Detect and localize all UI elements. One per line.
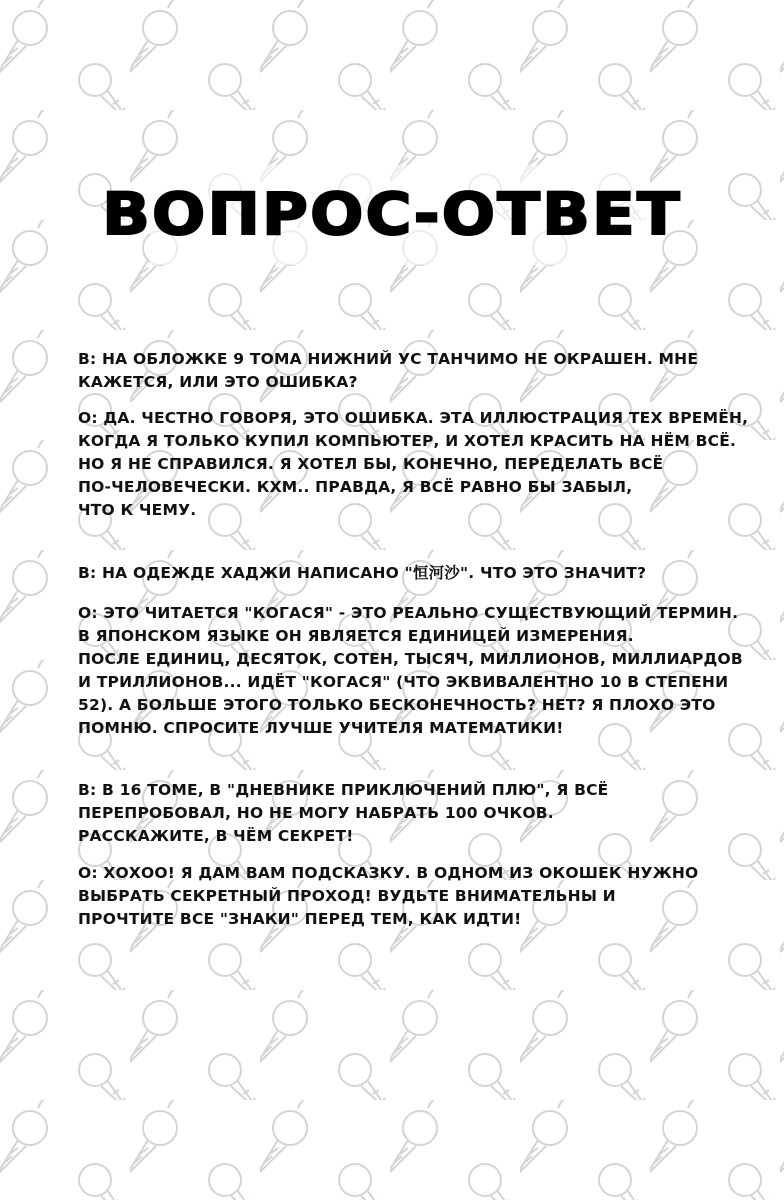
answer-line: КОГДА Я ТОЛЬКО КУПИЛ КОМПЬЮТЕР, И ХОТЕЛ КРАСИТЬ НА НЁМ ВСЁ. [78, 432, 737, 450]
question-2 [78, 562, 718, 585]
answer-line: 52). А БОЛЬШЕ ЭТОГО ТОЛЬКО БЕСКОНЕЧНОСТЬ? НЕТ? Я ПЛОХО ЭТО [78, 696, 716, 714]
answer-line: НО Я НЕ СПРАВИЛСЯ. Я ХОТЕЛ БЫ, КОНЕЧНО, ПЕРЕДЕЛАТЬ ВСЁ [78, 455, 664, 473]
answer-line: ВЫБРАТЬ СЕКРЕТНЫЙ ПРОХОД! ВУДЬТЕ ВНИМАТЕЛЬНЫ И [78, 887, 616, 905]
answer-line: ЧТО К ЧЕМУ. [78, 501, 197, 519]
question-line: В: НА ОБЛОЖКЕ 9 ТОМА НИЖНИЙ УС ТАНЧИМО НЕ ОКРАШЕН. МНЕ [78, 350, 699, 368]
answer-line: В ЯПОНСКОМ ЯЗЫКЕ ОН ЯВЛЯЕТСЯ ЕДИНИЦЕЙ ИЗМЕРЕНИЯ. [78, 627, 634, 645]
question-line: КАЖЕТСЯ, ИЛИ ЭТО ОШИБКА? [78, 373, 358, 391]
answer-2 [78, 602, 743, 740]
answer-line: ПО-ЧЕЛОВЕЧЕСКИ. КХМ.. ПРАВДА, Я ВСЁ РАВНО БЫ ЗАБЫЛ, [78, 478, 633, 496]
question-line: В: НА ОДЕЖДЕ ХАДЖИ НАПИСАНО "恒河沙". ЧТО ЭТО ЗНАЧИТ? [78, 564, 647, 582]
answer-line: ПОМНЮ. СПРОСИТЕ ЛУЧШЕ УЧИТЕЛЯ МАТЕМАТИКИ! [78, 719, 564, 737]
answer-1 [78, 407, 749, 522]
answer-line: ПОСЛЕ ЕДИНИЦ, ДЕСЯТОК, СОТЕН, ТЫСЯЧ, МИЛЛИОНОВ, МИЛЛИАРДОВ [78, 650, 743, 668]
answer-line: О: ДА. ЧЕСТНО ГОВОРЯ, ЭТО ОШИБКА. ЭТА ИЛЛЮСТРАЦИЯ ТЕХ ВРЕМЁН, [78, 409, 749, 427]
question-3 [78, 779, 718, 848]
answer-line: О: ЭТО ЧИТАЕТСЯ "КОГАСЯ" - ЭТО РЕАЛЬНО СУЩЕСТВУЮЩИЙ ТЕРМИН. [78, 604, 739, 622]
question-1 [78, 348, 718, 394]
answer-3 [78, 862, 718, 931]
question-line: РАССКАЖИТЕ, В ЧЁМ СЕКРЕТ! [78, 827, 354, 845]
answer-line: И ТРИЛЛИОНОВ... ИДЁТ "КОГАСЯ" (ЧТО ЭКВИВАЛЕНТНО 10 В СТЕПЕНИ [78, 673, 729, 691]
question-line: В: В 16 ТОМЕ, В "ДНЕВНИКЕ ПРИКЛЮЧЕНИЙ ПЛЮ", Я ВСЁ [78, 781, 609, 799]
answer-line: ПРОЧТИТЕ ВСЕ "ЗНАКИ" ПЕРЕД ТЕМ, КАК ИДТИ! [78, 910, 522, 928]
question-line: ПЕРЕПРОБОВАЛ, НО НЕ МОГУ НАБРАТЬ 100 ОЧКОВ. [78, 804, 554, 822]
page-title: ВОПРОС-ОТВЕТ [102, 180, 682, 248]
answer-line: О: ХОХОО! Я ДАМ ВАМ ПОДСКАЗКУ. В ОДНОМ ИЗ ОКОШЕК НУЖНО [78, 864, 699, 882]
